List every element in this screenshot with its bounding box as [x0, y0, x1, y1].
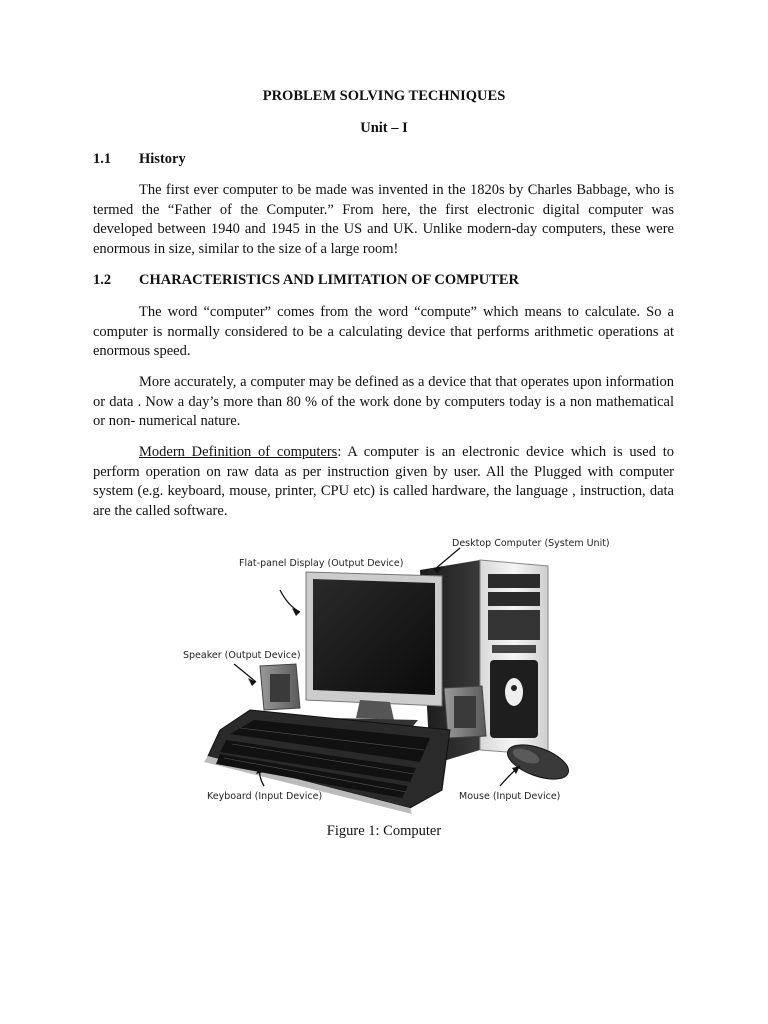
paragraph-text: More accurately, a computer may be defined as a device that that operates upon information or data . Now a day’s more than 80 % of the work done by computers today is a non mathematical or non- numerical nature. [93, 374, 674, 429]
section-title: CHARACTERISTICS AND LIMITATION OF COMPUTER [139, 272, 519, 288]
section-number: 1.1 [93, 151, 112, 167]
section-heading-characteristics [93, 272, 519, 289]
computer-illustration [180, 530, 610, 815]
paragraph-accurately [93, 373, 674, 432]
paragraph-history [93, 181, 674, 259]
paragraph-compute [93, 303, 674, 362]
label-desktop-computer: Desktop Computer (System Unit) [452, 538, 610, 549]
modern-definition-term: Modern Definition of computers [139, 444, 338, 460]
paragraph-modern-definition [93, 443, 674, 521]
label-keyboard: Keyboard (Input Device) [207, 791, 323, 802]
section-heading-history [93, 151, 186, 168]
section-number: 1.2 [93, 272, 112, 288]
document-title: PROBLEM SOLVING TECHNIQUES [262, 88, 506, 104]
label-speaker: Speaker (Output Device) [183, 650, 301, 661]
unit-label: Unit – I [360, 120, 408, 136]
paragraph-text: The first ever computer to be made was invented in the 1820s by Charles Babbage, who is termed the “Father of the Computer.” From here, the first electronic digital computer was developed between 1940 and 1945 in the US and UK. Unlike modern-day computers, these were enormous in size, similar to the size of a large room! [93, 182, 674, 257]
paragraph-text: The word “computer” comes from the word “compute” which means to calculate. So a computer is normally considered to be a calculating device that performs arithmetic operations at enormous speed. [93, 304, 674, 359]
label-mouse: Mouse (Input Device) [459, 791, 561, 802]
flat-panel-monitor [306, 572, 442, 730]
paragraph-text: : A computer is an electronic device which is used to perform operation on raw data as per instruction given by user. All the Plugged with computer system (e.g. keyboard, mouse, printer, CPU etc) is called hardware, the language , instruction, data are the called software. [93, 444, 674, 519]
section-title: History [139, 151, 186, 167]
computer-figure [180, 530, 610, 815]
left-speaker [260, 664, 300, 710]
figure-caption: Figure 1: Computer [326, 823, 442, 839]
label-flat-panel-display: Flat-panel Display (Output Device) [239, 558, 404, 569]
